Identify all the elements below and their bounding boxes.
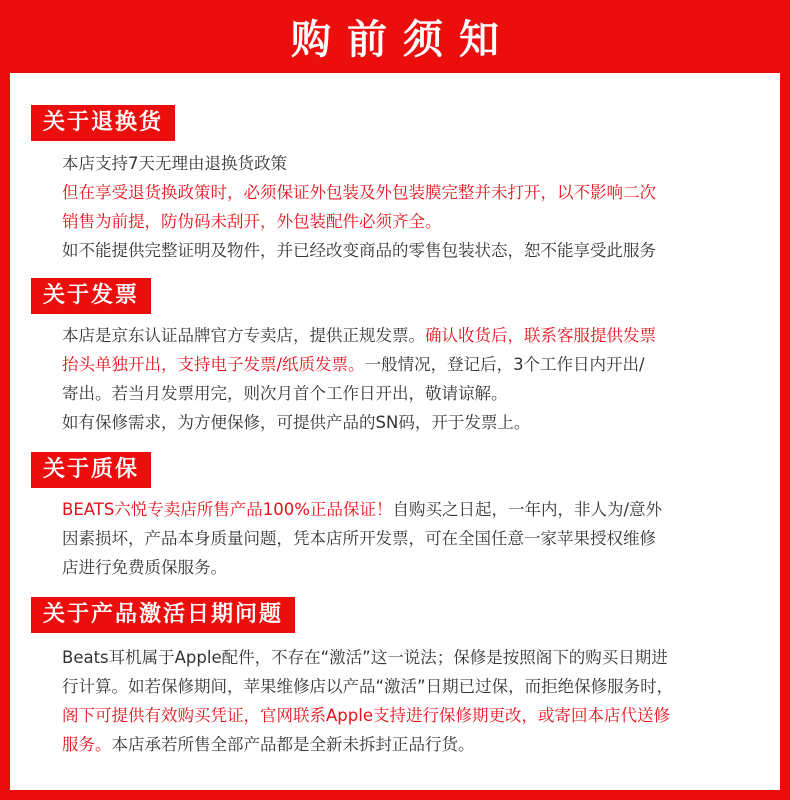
- section-body: [62, 321, 762, 437]
- text-line: [62, 236, 762, 265]
- section-title: 关于退换货: [31, 105, 175, 141]
- text-run: 本店支持7天无理由退换货政策: [62, 154, 287, 173]
- text-line: [62, 672, 762, 701]
- text-line: [62, 379, 762, 408]
- text-run: Beats耳机属于Apple配件，不存在“激活”这一说法；保修是按照阁下的购买日期进: [62, 648, 668, 667]
- text-line: [62, 350, 762, 379]
- text-run: BEATS六悦专卖店所售产品100%正品保证！: [62, 500, 393, 519]
- text-run: 店进行免费质保服务。: [62, 558, 227, 577]
- text-line: [62, 643, 762, 672]
- text-line: [62, 495, 762, 524]
- section-title: 关于产品激活日期问题: [31, 597, 295, 633]
- text-run: 一般情况，登记后，3个工作日内开出/: [364, 355, 645, 374]
- text-run: 销售为前提，防伪码未刮开，外包装配件必须齐全。: [62, 212, 442, 231]
- text-line: [62, 149, 762, 178]
- text-run: 自购买之日起，一年内，非人为/意外: [392, 500, 663, 519]
- banner-title: 购前须知: [291, 17, 515, 63]
- text-line: [62, 701, 762, 730]
- text-run: 服务。: [62, 735, 112, 754]
- section-title: 关于发票: [31, 278, 151, 314]
- text-run: 抬头单独开出，支持电子发票/纸质发票。: [62, 355, 365, 374]
- text-run: 阁下可提供有效购买凭证，官网联系Apple支持进行保修期更改，或寄回本店代送修: [62, 706, 670, 725]
- notice-content: [10, 73, 780, 790]
- text-line: [62, 207, 762, 236]
- text-run: 行计算。如若保修期间，苹果维修店以产品“激活”日期已过保，而拒绝保修服务时，: [62, 677, 674, 696]
- text-line: [62, 524, 762, 553]
- section-body: [62, 495, 762, 582]
- text-run: 如有保修需求，为方便保修，可提供产品的SN码，开于发票上。: [62, 413, 531, 432]
- text-run: 因素损坏，产品本身质量问题，凭本店所开发票，可在全国任意一家苹果授权维修: [62, 529, 656, 548]
- text-line: [62, 553, 762, 582]
- text-run: 如不能提供完整证明及物件，并已经改变商品的零售包装状态，恕不能享受此服务: [62, 241, 656, 260]
- banner: [0, 0, 790, 73]
- text-run: 本店是京东认证品牌官方专卖店，提供正规发票。: [62, 326, 425, 345]
- text-line: [62, 408, 762, 437]
- text-run: 本店承若所售全部产品都是全新未拆封正品行货。: [111, 735, 475, 754]
- text-line: [62, 178, 762, 207]
- text-run: 确认收货后，联系客服提供发票: [425, 326, 656, 345]
- section-body: [62, 643, 762, 759]
- section-title: 关于质保: [31, 452, 151, 488]
- text-line: [62, 730, 762, 759]
- text-run: 寄出。若当月发票用完，则次月首个工作日开出，敬请谅解。: [62, 384, 508, 403]
- section-body: [62, 149, 762, 265]
- text-run: 但在享受退货换政策时，必须保证外包装及外包装膜完整并未打开，以不影响二次: [62, 183, 656, 202]
- text-line: [62, 321, 762, 350]
